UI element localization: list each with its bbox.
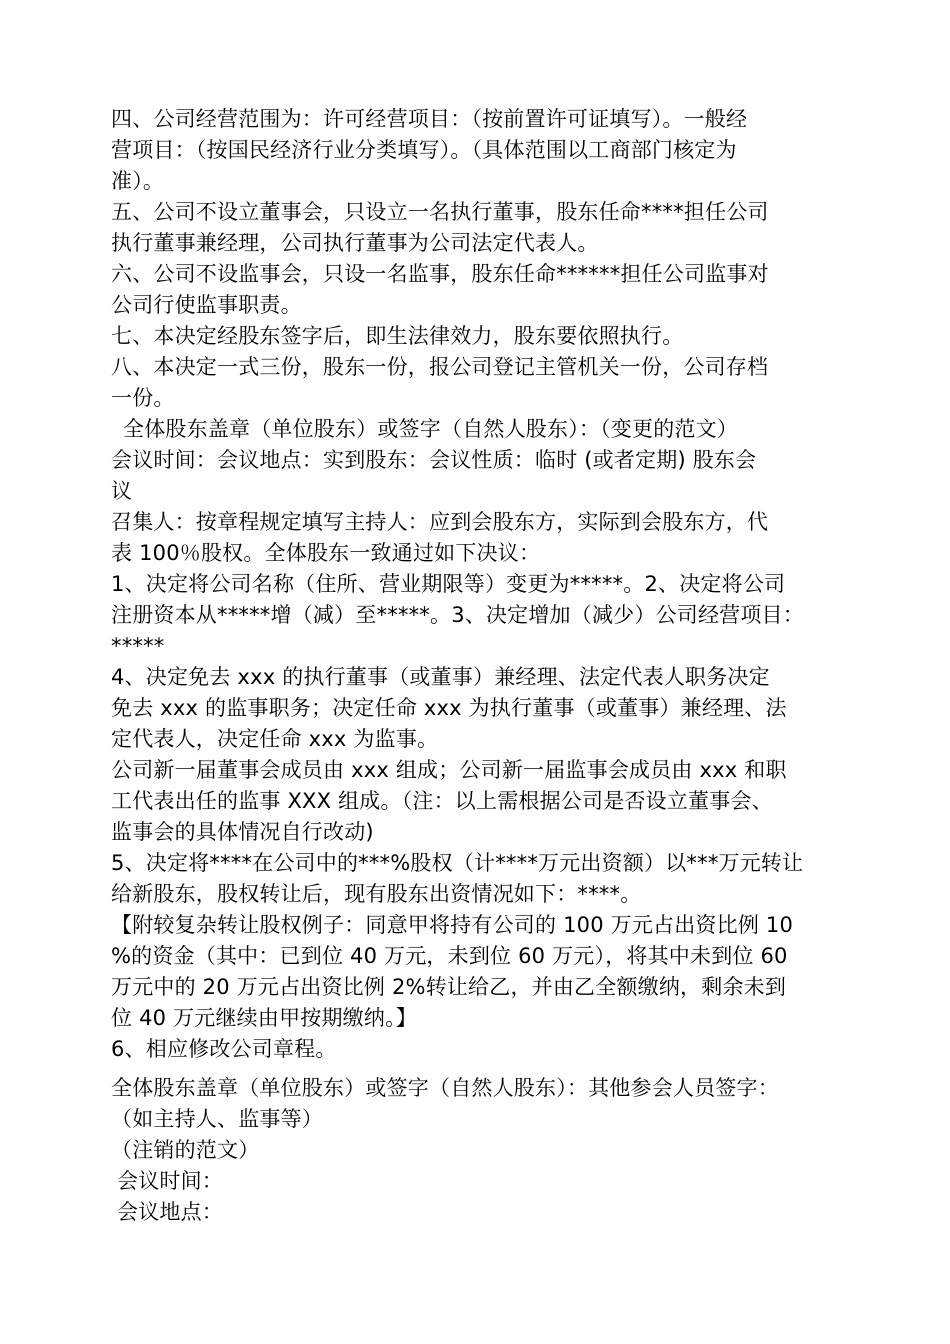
text-line: 免去 xxx 的监事职务；决定任命 xxx 为执行董事（或董事）兼经理、法	[111, 696, 787, 720]
text-line: 会议时间：	[117, 1169, 223, 1193]
section-heading: 全体股东盖章（单位股东）或签字（自然人股东）：（变更的范文）	[123, 417, 738, 441]
text-line: （如主持人、监事等）	[111, 1107, 323, 1131]
text-line: 给新股东，股权转让后，现有股东出资情况如下：****。	[111, 882, 642, 906]
text-line: 定代表人，决定任命 xxx 为监事。	[111, 727, 439, 751]
text-line: 6、相应修改公司章程。	[111, 1037, 337, 1061]
text-line: 公司新一届董事会成员由 xxx 组成；公司新一届监事会成员由 xxx 和职	[111, 758, 787, 782]
text-line: 5、决定将****在公司中的***%股权（计****万元出资额）以***万元转让	[111, 851, 804, 875]
text-line: 4、决定免去 xxx 的执行董事（或董事）兼经理、法定代表人职务决定	[111, 665, 770, 689]
text-line: 注册资本从*****增（减）至*****。3、决定增加（减少）公司经营项目：	[111, 603, 804, 627]
text-line: *****	[111, 634, 165, 658]
text-line: 公司行使监事职责。	[111, 293, 302, 317]
text-line: 四、公司经营范围为：许可经营项目：（按前置许可证填写）。一般经	[111, 107, 748, 131]
text-line: 工代表出任的监事 XXX 组成。（注：以上需根据公司是否设立董事会、	[111, 789, 773, 813]
text-line: 万元中的 20 万元占出资比例 2%转让给乙，并由乙全额缴纳，剩余未到	[111, 975, 787, 999]
text-line: 会议地点：	[117, 1200, 223, 1224]
text-line: 监事会的具体情况自行改动)	[111, 820, 374, 844]
text-line: %的资金（其中：已到位 40 万元，未到位 60 万元），将其中未到位 60	[111, 944, 788, 968]
text-line: 会议时间：会议地点：实到股东：会议性质：临时 (或者定期) 股东会	[111, 448, 757, 472]
text-line: 议	[111, 479, 133, 503]
document-body	[111, 104, 851, 1228]
text-line: 【附较复杂转让股权例子：同意甲将持有公司的 100 万元占出资比例 10	[111, 913, 794, 937]
text-line: 1、决定将公司名称（住所、营业期限等）变更为*****。2、决定将公司	[111, 572, 786, 596]
text-line: 八、本决定一式三份，股东一份，报公司登记主管机关一份，公司存档	[111, 355, 769, 379]
text-line: 营项目：（按国民经济行业分类填写）。（具体范围以工商部门核定为	[111, 138, 737, 162]
text-line: 召集人：按章程规定填写主持人：应到会股东方，实际到会股东方，代	[111, 510, 769, 534]
text-line: 准）。	[111, 169, 165, 193]
text-line: 全体股东盖章（单位股东）或签字（自然人股东）：其他参会人员签字：	[111, 1076, 779, 1100]
text-line: 位 40 万元继续由甲按期缴纳。】	[111, 1006, 417, 1030]
text-line: 一份。	[111, 386, 175, 410]
text-line: 六、公司不设监事会，只设一名监事，股东任命******担任公司监事对	[111, 262, 769, 286]
text-line: 五、公司不设立董事会，只设立一名执行董事，股东任命****担任公司	[111, 200, 769, 224]
text-line: 表 100％股权。全体股东一致通过如下决议：	[111, 541, 541, 565]
text-line: 执行董事兼经理，公司执行董事为公司法定代表人。	[111, 231, 599, 255]
section-heading: （注销的范文）	[111, 1138, 260, 1162]
text-line: 七、本决定经股东签字后，即生法律效力，股东要依照执行。	[111, 324, 684, 348]
